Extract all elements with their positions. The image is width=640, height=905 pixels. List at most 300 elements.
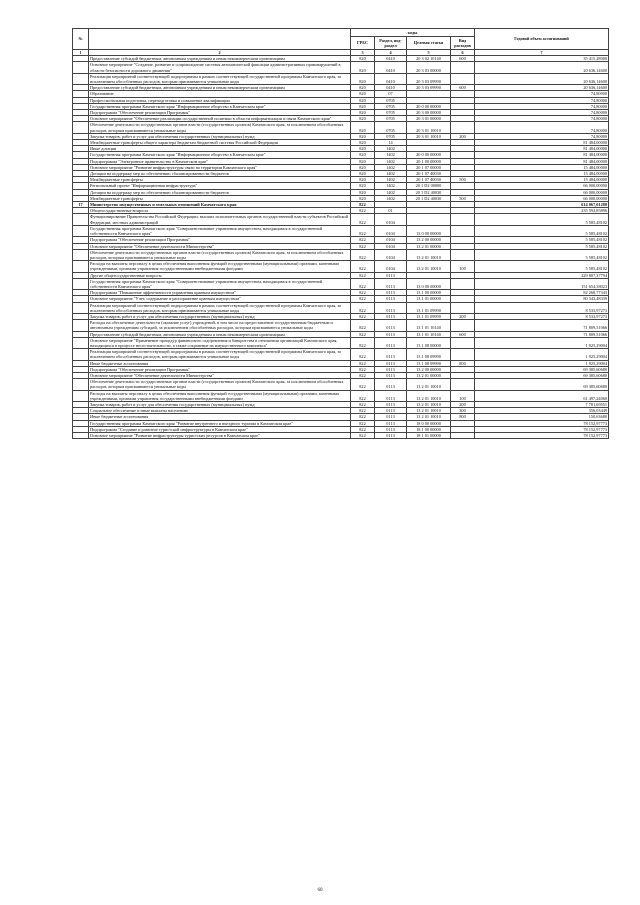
row-amount: 229 807,37794	[475, 272, 609, 278]
row-section: 0705	[375, 116, 407, 122]
row-section: 0104	[375, 243, 407, 249]
row-target: 13 2 01 10010	[407, 390, 451, 401]
row-name: Подпрограмма "Обеспечение реализации Программы"	[89, 110, 351, 116]
row-vid: 800	[451, 414, 475, 420]
row-grbs: 822	[351, 237, 375, 243]
row-name: Дотации на поддержку мер по обеспечению сбалансированности бюджетов	[89, 189, 351, 195]
row-amount: 80 343,48339	[475, 296, 609, 302]
row-section: 1402	[375, 146, 407, 152]
table-row	[73, 62, 609, 73]
row-target: 13 2 00 00000	[407, 237, 451, 243]
row-amount: 151 654,38023	[475, 278, 609, 289]
row-amount: 71 809,51066	[475, 320, 609, 331]
row-number	[73, 122, 89, 133]
row-section: 0113	[375, 272, 407, 278]
row-section: 1402	[375, 189, 407, 195]
row-section: 1402	[375, 158, 407, 164]
row-target: 20 1 D2 00000	[407, 183, 451, 189]
row-name: Расходы на выплаты персоналу в целях обеспечения выполнения функций государственными (муниципальными) органами, казенными учреждениями, органами управления государственными внебюджетными фондами	[89, 261, 351, 272]
row-amount: 69 385,60680	[475, 372, 609, 378]
row-number	[73, 320, 89, 331]
row-grbs: 820	[351, 195, 375, 201]
row-target: 20 1 07 40030	[407, 171, 451, 177]
row-grbs: 820	[351, 152, 375, 158]
row-target: 20 1 07 40030	[407, 177, 451, 183]
table-header	[73, 29, 609, 56]
row-name: Основное мероприятие "Обеспечение деятельности Министерства"	[89, 372, 351, 378]
row-grbs: 822	[351, 243, 375, 249]
row-name: Общегосударственные вопросы	[89, 208, 351, 214]
row-name: Предоставление субсидий бюджетным, автономным учреждениям и иным некоммерческим организациям	[89, 56, 351, 62]
row-amount: 74,80000	[475, 97, 609, 103]
row-name: Региональный проект "Информационная инфраструктура"	[89, 183, 351, 189]
row-grbs: 820	[351, 91, 375, 97]
row-section: 07	[375, 91, 407, 97]
row-number	[73, 73, 89, 84]
row-amount: 35 415,28000	[475, 56, 609, 62]
row-amount: 235 592,85896	[475, 208, 609, 214]
row-target: 13 2 01 10010	[407, 414, 451, 420]
row-name: Государственная программа Камчатского края "Совершенствование управления имуществом, находящимся в государственной собственности Камчатского края"	[89, 225, 351, 236]
row-number	[73, 214, 89, 225]
row-amount: 74,80000	[475, 116, 609, 122]
row-section: 14	[375, 140, 407, 146]
row-vid: 100	[451, 261, 475, 272]
row-vid: 200	[451, 401, 475, 407]
row-section: 1402	[375, 195, 407, 201]
row-section: 0113	[375, 320, 407, 331]
row-name: Дотации на поддержку мер по обеспечению сбалансированности бюджетов	[89, 171, 351, 177]
row-vid: 600	[451, 56, 475, 62]
header-n5: 5	[407, 50, 451, 56]
table-row	[73, 302, 609, 313]
row-name: Закупка товаров, работ и услуг для обеспечения государственных (муниципальных) нужд	[89, 133, 351, 139]
row-section: 0113	[375, 331, 407, 337]
row-target: 13 0 00 00000	[407, 225, 451, 236]
row-section: 0104	[375, 214, 407, 225]
row-name: Обеспечение деятельности государственных органов власти (государственных органов) Камчатского края, за исключением обособленных расходов, которым присваиваются уникальные коды	[89, 122, 351, 133]
row-amount: 74,80000	[475, 133, 609, 139]
row-section: 0113	[375, 414, 407, 420]
row-amount: 1 925,29004	[475, 337, 609, 348]
row-amount: 69 385,60680	[475, 366, 609, 372]
row-section: 0410	[375, 62, 407, 73]
row-section: 0113	[375, 426, 407, 432]
row-name: Основное мероприятие "Учет, содержание и распоряжение краевым имуществом"	[89, 296, 351, 302]
row-section: 0104	[375, 261, 407, 272]
row-grbs: 820	[351, 116, 375, 122]
row-section: 0113	[375, 379, 407, 390]
row-section: 0113	[375, 408, 407, 414]
table-row	[73, 249, 609, 260]
row-amount: 614 067,01288	[475, 202, 609, 208]
row-grbs: 822	[351, 249, 375, 260]
row-name: Обеспечение деятельности государственных органов власти (государственных органов) Камчатского края, за исключением обособленных расходов, которым присваиваются уникальные коды	[89, 249, 351, 260]
row-amount: 8 533,97273	[475, 302, 609, 313]
row-grbs: 820	[351, 171, 375, 177]
row-vid	[451, 122, 475, 133]
row-target: 20 3 03 00000	[407, 62, 451, 73]
row-grbs: 822	[351, 379, 375, 390]
row-amount: 20 636,14600	[475, 62, 609, 73]
row-section: 0113	[375, 366, 407, 372]
header-target: Целевая статья	[407, 37, 451, 50]
row-grbs: 822	[351, 433, 375, 439]
row-amount: 15 484,00000	[475, 164, 609, 170]
header-name	[89, 29, 351, 50]
row-name: Расходы на обеспечение деятельности (оказание услуг) учреждений, в том числе на предоставление государственным бюджетным и автономным учреждениям субсидий, за исключением обособленных расходов, которым присваиваются уникальные коды	[89, 320, 351, 331]
row-section: 0410	[375, 73, 407, 84]
row-grbs: 822	[351, 414, 375, 420]
row-grbs: 820	[351, 158, 375, 164]
row-amount: 74,80000	[475, 122, 609, 133]
table-row	[73, 320, 609, 331]
row-target: 13 1 01 09990	[407, 313, 451, 319]
row-grbs: 822	[351, 214, 375, 225]
row-name: Иные дотации	[89, 146, 351, 152]
row-name: Предоставление субсидий бюджетным, автономным учреждениям и иным некоммерческим организациям	[89, 85, 351, 91]
row-section: 0113	[375, 278, 407, 289]
row-section: 0705	[375, 103, 407, 109]
row-grbs: 820	[351, 62, 375, 73]
table-row	[73, 337, 609, 348]
row-vid	[451, 249, 475, 260]
row-grbs: 822	[351, 272, 375, 278]
row-target: 20 0 00 00000	[407, 152, 451, 158]
row-grbs: 820	[351, 189, 375, 195]
table-row	[73, 122, 609, 133]
row-vid	[451, 379, 475, 390]
row-name: Государственная программа Камчатского края "Информационное общество в Камчатском крае"	[89, 152, 351, 158]
row-target: 13 2 00 00000	[407, 366, 451, 372]
row-amount: 61 497,24060	[475, 390, 609, 401]
row-name: Подпрограмма "Создание и развитие туристской инфраструктуры в Камчатском крае"	[89, 426, 351, 432]
row-grbs: 820	[351, 177, 375, 183]
row-target: 20 3 00 00000	[407, 110, 451, 116]
row-target: 18 1 01 00000	[407, 433, 451, 439]
row-target: 13 2 01 00000	[407, 243, 451, 249]
row-name: Подпрограмма "Обеспечение реализации Программы"	[89, 237, 351, 243]
row-section: 0410	[375, 85, 407, 91]
row-vid: 600	[451, 331, 475, 337]
row-grbs: 822	[351, 420, 375, 426]
header-n1: 1	[73, 50, 89, 56]
row-name: Другие общегосударственные вопросы	[89, 272, 351, 278]
row-target: 13 2 01 00000	[407, 372, 451, 378]
row-number	[73, 225, 89, 236]
row-target: 20 1 07 00000	[407, 164, 451, 170]
row-amount: 81 484,00000	[475, 152, 609, 158]
row-section: 0113	[375, 360, 407, 366]
row-target: 13 2 01 10010	[407, 379, 451, 390]
row-grbs: 820	[351, 133, 375, 139]
row-vid	[451, 278, 475, 289]
row-amount: 82 268,77343	[475, 290, 609, 296]
row-grbs: 820	[351, 73, 375, 84]
row-target: 13 1 01 09990	[407, 302, 451, 313]
row-number	[73, 379, 89, 390]
header-annual: Годовой объем ассигнований	[475, 29, 609, 50]
row-target	[407, 214, 451, 225]
row-section: 0113	[375, 433, 407, 439]
row-grbs: 822	[351, 426, 375, 432]
row-number	[73, 302, 89, 313]
row-target: 13 1 00 00000	[407, 290, 451, 296]
header-n6: 6	[451, 50, 475, 56]
row-amount: 1 925,29004	[475, 349, 609, 360]
table-row	[73, 73, 609, 84]
row-grbs: 822	[351, 261, 375, 272]
row-section: 0113	[375, 290, 407, 296]
row-section: 01	[375, 208, 407, 214]
row-grbs: 822	[351, 349, 375, 360]
table-row	[73, 379, 609, 390]
row-section: 0113	[375, 349, 407, 360]
row-grbs: 820	[351, 85, 375, 91]
table-row	[73, 349, 609, 360]
row-number	[73, 249, 89, 260]
row-name: Основное мероприятие "Создание, развитие и сопровождение системы автоматической фиксации административных правонарушений в области безопасности дорожного движения"	[89, 62, 351, 73]
row-name: Предоставление субсидий бюджетным, автономным учреждениям и иным некоммерческим организациям	[89, 331, 351, 337]
row-number	[73, 433, 89, 439]
row-grbs: 822	[351, 401, 375, 407]
row-amount: 150,63680	[475, 414, 609, 420]
row-section: 0113	[375, 390, 407, 401]
row-name: Межбюджетные трансферты	[89, 177, 351, 183]
row-section: 0705	[375, 133, 407, 139]
row-amount: 5 585,48102	[475, 249, 609, 260]
row-vid: 200	[451, 133, 475, 139]
row-name: Подпрограмма "Повышение эффективности управления краевым имуществом"	[89, 290, 351, 296]
row-grbs: 822	[351, 302, 375, 313]
row-name: Государственная программа Камчатского края "Информационное общество в Камчатском крае"	[89, 103, 351, 109]
budget-table	[72, 28, 609, 439]
row-name: Профессиональная подготовка, переподготовка и повышение квалификации	[89, 97, 351, 103]
row-section: 0113	[375, 337, 407, 348]
budget-document-page	[72, 28, 608, 439]
row-target: 13 2 01 10010	[407, 249, 451, 260]
row-target: 20 1 00 00000	[407, 158, 451, 164]
row-name: Расходы на выплаты персоналу в целях обеспечения выполнения функций государственными (муниципальными) органами, казенными учреждениями, органами управления государственными внебюджетными фондами	[89, 390, 351, 401]
row-amount: 5 585,48102	[475, 225, 609, 236]
row-amount: 66 000,00000	[475, 195, 609, 201]
row-amount: 74,80000	[475, 103, 609, 109]
header-n2: 2	[89, 50, 351, 56]
row-grbs: 820	[351, 140, 375, 146]
row-amount: 15 484,00000	[475, 177, 609, 183]
row-grbs: 822	[351, 337, 375, 348]
row-target: 13 2 01 10010	[407, 401, 451, 407]
table-row	[73, 261, 609, 272]
row-grbs: 820	[351, 146, 375, 152]
row-vid	[451, 320, 475, 331]
header-grbs: ГРБС	[351, 37, 375, 50]
row-name: Реализация мероприятий соответствующей подпрограммы в рамках соответствующей государственной программы Камчатского края, за исключением обособленных расходов, которым присваиваются уникальные коды	[89, 349, 351, 360]
row-amount: 5 585,48102	[475, 243, 609, 249]
header-vid: Вид расходов	[451, 37, 475, 50]
row-vid: 500	[451, 177, 475, 183]
row-amount: 81 484,00000	[475, 140, 609, 146]
row-target: 13 1 08 09990	[407, 360, 451, 366]
row-target: 20 0 00 00000	[407, 103, 451, 109]
row-section: 0104	[375, 237, 407, 243]
row-amount: 78 152,97773	[475, 433, 609, 439]
row-vid	[451, 73, 475, 84]
row-number	[73, 337, 89, 348]
row-number	[73, 349, 89, 360]
row-target: 20 3 01 10010	[407, 122, 451, 133]
row-grbs: 822	[351, 208, 375, 214]
row-name: Межбюджетные трансферты общего характера бюджетам бюджетной системы Российской Федерации	[89, 140, 351, 146]
row-target: 13 2 01 10010	[407, 261, 451, 272]
row-name: Социальное обеспечение и иные выплаты населению	[89, 408, 351, 414]
row-name: Подпрограмма "Электронное правительство в Камчатском крае"	[89, 158, 351, 164]
row-section: 0410	[375, 56, 407, 62]
row-target: 18 0 00 00000	[407, 420, 451, 426]
row-name: Основное мероприятие "Развитие инфраструктуры туристских ресурсов в Камчатском крае"	[89, 433, 351, 439]
row-grbs: 822	[351, 366, 375, 372]
row-name: Государственная программа Камчатского края "Развитие внутреннего и въездного туризма в Камчатском крае"	[89, 420, 351, 426]
row-vid: 500	[451, 195, 475, 201]
row-section: 1402	[375, 164, 407, 170]
row-number	[73, 62, 89, 73]
row-target: 20 3 01 10010	[407, 133, 451, 139]
row-vid	[451, 337, 475, 348]
table-row	[73, 433, 609, 439]
row-vid: 800	[451, 360, 475, 366]
row-vid	[451, 302, 475, 313]
row-section: 0705	[375, 97, 407, 103]
row-grbs: 820	[351, 110, 375, 116]
table-row	[73, 390, 609, 401]
header-section: Раздел, под-раздел	[375, 37, 407, 50]
row-target: 13 1 01 10140	[407, 320, 451, 331]
row-grbs: 822	[351, 296, 375, 302]
row-target: 13 1 01 00000	[407, 296, 451, 302]
row-name: Основное мероприятие "Обеспечение деятельности Министерства"	[89, 243, 351, 249]
header-n4: 4	[375, 50, 407, 56]
row-grbs: 822	[351, 408, 375, 414]
row-section: 1402	[375, 171, 407, 177]
row-grbs: 822	[351, 372, 375, 378]
row-target: 20 3 01 00000	[407, 116, 451, 122]
row-target: 13 1 08 09990	[407, 349, 451, 360]
row-name: Основное мероприятие "Развитие инфраструктуры связи на территории Камчатского края"	[89, 164, 351, 170]
row-section: 0113	[375, 372, 407, 378]
row-amount: 5 585,48102	[475, 261, 609, 272]
row-vid	[451, 62, 475, 73]
row-amount: 20 636,14600	[475, 85, 609, 91]
row-name: Закупка товаров, работ и услуг для обеспечения государственных (муниципальных) нужд	[89, 313, 351, 319]
row-amount: 5 585,48102	[475, 214, 609, 225]
table-body	[73, 56, 609, 439]
row-name: Закупка товаров, работ и услуг для обеспечения государственных (муниципальных) нужд	[89, 401, 351, 407]
row-number: 17	[73, 202, 89, 208]
row-amount: 74,80000	[475, 91, 609, 97]
row-grbs: 820	[351, 97, 375, 103]
row-target: 20 1 D2 40030	[407, 195, 451, 201]
row-section: 0705	[375, 122, 407, 133]
row-grbs: 822	[351, 320, 375, 331]
row-section: 1402	[375, 152, 407, 158]
row-target: 20 3 03 09990	[407, 85, 451, 91]
row-section: 0104	[375, 249, 407, 260]
row-vid: 600	[451, 85, 475, 91]
header-codes: коды	[351, 29, 475, 37]
row-target: 13 1 08 00000	[407, 337, 451, 348]
row-name: Основное мероприятие "Обеспечение реализации государственной политики в области информатизации и связи Камчатского края"	[89, 116, 351, 122]
row-vid: 200	[451, 313, 475, 319]
row-name: Реализация мероприятий соответствующей подпрограммы в рамках соответствующей государственной программы Камчатского края, за исключением обособленных расходов, которым присваиваются уникальные коды	[89, 302, 351, 313]
row-amount: 7 781,69551	[475, 401, 609, 407]
row-section: 0113	[375, 302, 407, 313]
row-vid: 300	[451, 408, 475, 414]
row-vid	[451, 214, 475, 225]
row-vid: 100	[451, 390, 475, 401]
row-number	[73, 261, 89, 272]
row-section: 0113	[375, 296, 407, 302]
row-number	[73, 278, 89, 289]
row-grbs: 820	[351, 183, 375, 189]
row-target: 13 2 01 10010	[407, 408, 451, 414]
row-grbs: 820	[351, 122, 375, 133]
row-amount: 20 636,14600	[475, 73, 609, 84]
row-name: Государственная программа Камчатского края "Совершенствование управления имуществом, находящимся в государственной собственности Камчатского края"	[89, 278, 351, 289]
row-grbs: 822	[351, 313, 375, 319]
row-grbs: 822	[351, 331, 375, 337]
row-grbs: 822	[351, 290, 375, 296]
row-amount: 356,03449	[475, 408, 609, 414]
row-section: 0705	[375, 110, 407, 116]
header-n7: 7	[475, 50, 609, 56]
row-vid	[451, 349, 475, 360]
row-amount: 81 484,00000	[475, 158, 609, 164]
row-grbs: 822	[351, 360, 375, 366]
row-amount: 71 809,51066	[475, 331, 609, 337]
row-grbs: 820	[351, 56, 375, 62]
row-section: 0113	[375, 401, 407, 407]
row-section: 0113	[375, 420, 407, 426]
row-target: 20 3 02 10140	[407, 56, 451, 62]
header-n3: 3	[351, 50, 375, 56]
row-name: Основное мероприятие "Применение процедур финансового оздоровления и банкротства в отношении организаций Камчатского края, находящихся в процессе несостоятельности, а также сохранение их имущественного комплекса"	[89, 337, 351, 348]
row-amount: 5 585,48102	[475, 237, 609, 243]
row-amount: 8 533,97273	[475, 313, 609, 319]
row-target: 20 3 03 09990	[407, 73, 451, 84]
row-grbs: 822	[351, 278, 375, 289]
row-number	[73, 390, 89, 401]
row-target: 20 1 D2 40030	[407, 189, 451, 195]
row-name: Обеспечение деятельности государственных органов власти (государственных органов) Камчатского края, за исключением обособленных расходов, которым присваиваются уникальные коды	[89, 379, 351, 390]
row-amount: 15 484,00000	[475, 171, 609, 177]
row-grbs: 820	[351, 103, 375, 109]
row-section: 0104	[375, 225, 407, 236]
row-grbs: 822	[351, 202, 375, 208]
row-name: Иные бюджетные ассигнования	[89, 414, 351, 420]
row-name: Образование	[89, 91, 351, 97]
row-target: 18 1 00 00000	[407, 426, 451, 432]
row-name: Министерство имущественных и земельных отношений Камчатского края	[89, 202, 351, 208]
row-target: 13 0 00 00000	[407, 278, 451, 289]
row-amount: 78 152,97773	[475, 420, 609, 426]
row-name: Реализация мероприятий соответствующей подпрограммы в рамках соответствующей государственной программы Камчатского края, за исключением обособленных расходов, которым присваиваются уникальные коды	[89, 73, 351, 84]
row-vid	[451, 433, 475, 439]
row-name: Функционирование Правительства Российской Федерации, высших исполнительных органов государственной власти субъектов Российской Федерации, местных администраций	[89, 214, 351, 225]
row-grbs: 822	[351, 390, 375, 401]
row-amount: 69 385,60680	[475, 379, 609, 390]
row-grbs: 820	[351, 164, 375, 170]
row-amount: 74,80000	[475, 110, 609, 116]
